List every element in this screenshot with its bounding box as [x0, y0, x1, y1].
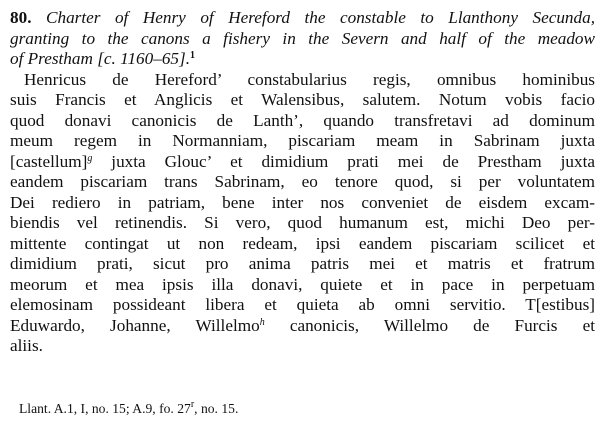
witness-names: Eduwardo, Johanne, Willelmo	[10, 315, 260, 335]
charter-text-line-5	[10, 152, 595, 173]
date-footnote-marker: 1	[190, 50, 195, 61]
charter-title-line-2: granting to the canons a fishery in the Severn and half of the meadow	[10, 28, 595, 48]
charter-text-line-13	[10, 316, 595, 337]
charter-text-line-6: eandem piscariam trans Sabrinam, eo tenore quod, si per voluntatem	[10, 172, 595, 191]
charter-title-line-3: of Prestham	[10, 49, 93, 68]
charter-text-line-1: Henricus de Hereford’ constabularius regis, omnibus hominibus	[24, 69, 595, 89]
charter-text-line-14: aliis.	[10, 336, 43, 355]
source-superscript: r	[190, 399, 195, 410]
charter-date: [c. 1160–65].	[97, 49, 190, 68]
charter-text-line-5-rest: juxta Glouc’ et dimidium prati mei de Prestham juxta	[111, 151, 595, 171]
charter-heading-line-3	[10, 49, 595, 70]
charter-text-line-12: elemosinam possideant libera et quieta ab omni servitio. T[estibus]	[10, 295, 595, 314]
charter-text-line-7: Dei rediero in patriam, bene inter nos conveniet de eisdem excam-	[10, 192, 595, 212]
source-tail: , no. 15.	[194, 401, 239, 416]
source-reference	[19, 401, 238, 417]
note-g-marker: g	[87, 152, 93, 164]
charter-text-line-3: quod donavi canonicis de Lanth’, quando transfretavi ad dominum	[10, 110, 595, 130]
charter-text-line-4: meum regem in Normanniam, piscariam meam in Sabrinam juxta	[10, 131, 595, 150]
charter-text-line-2: suis Francis et Anglicis et Walensibus, salutem. Notum vobis facio	[10, 90, 595, 109]
witness-names-rest: canonicis, Willelmo de Furcis et	[289, 315, 596, 335]
charter-text-line-10: dimidium prati, sicut pro anima patris mei et matris et fratrum	[10, 254, 595, 273]
charter-page	[10, 8, 595, 357]
charter-text-line-11: meorum et mea ipsis illa donavi, quiete et in pace in perpetuam	[10, 274, 595, 294]
source-main: Llant. A.1, I, no. 15; A.9, fo. 27	[19, 401, 191, 416]
castellum-insertion: [castellum]	[10, 151, 88, 171]
charter-text-line-8: biendis vel retinendis. Si vero, quod humanum est, michi Deo per-	[10, 213, 595, 232]
note-h-marker: h	[259, 316, 265, 328]
charter-title-line-1: Charter of Henry of Hereford the constable to Llanthony Secunda,	[46, 8, 596, 27]
charter-heading-line-1	[10, 8, 595, 29]
charter-text-line-9: mittente contingat ut non redeam, ipsi eandem piscariam scilicet et	[10, 233, 595, 253]
charter-number: 80.	[10, 8, 32, 27]
